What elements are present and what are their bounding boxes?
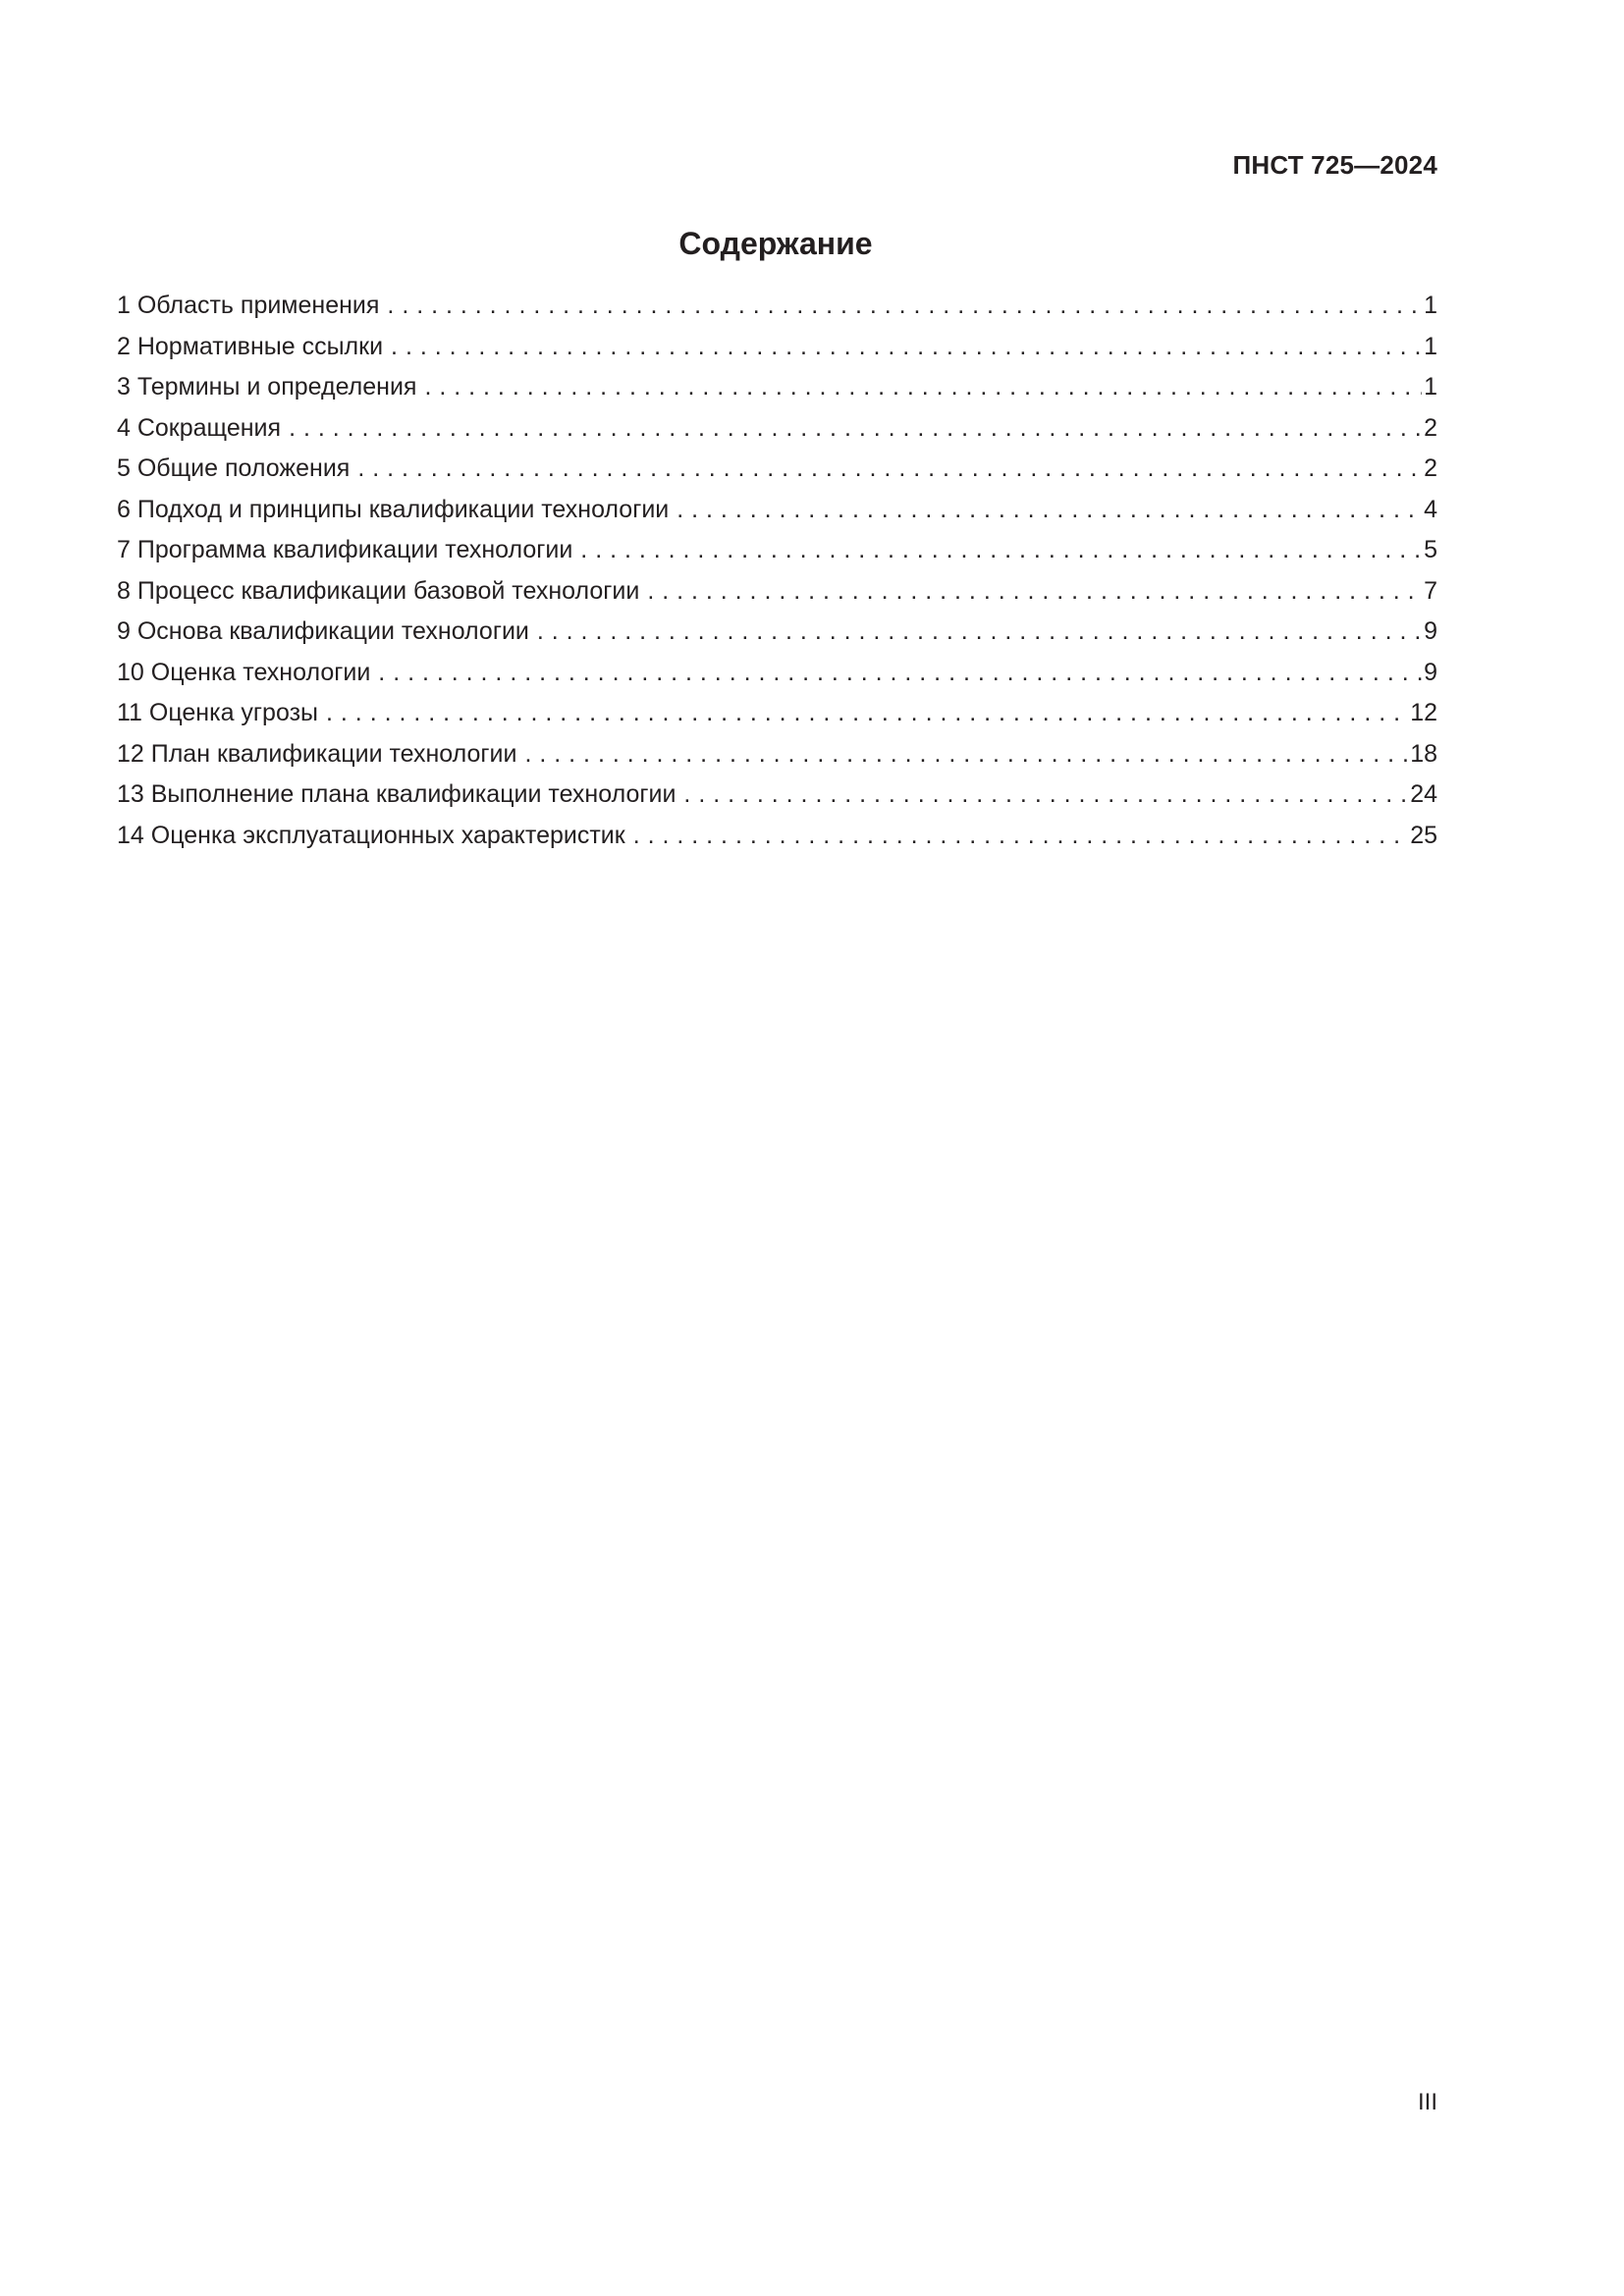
toc-item[interactable] (117, 490, 1437, 531)
toc-title: Содержание (678, 226, 873, 261)
toc-item-label: 4 Сокращения (117, 413, 282, 442)
toc-item-label: 5 Общие положения (117, 454, 351, 482)
toc-leader-dots (357, 449, 1422, 490)
toc-item-page: 24 (1410, 780, 1437, 808)
toc-leader-dots (326, 693, 1408, 734)
toc-item-label: 13 Выполнение плана квалификации технологии (117, 780, 677, 808)
toc-leader-dots (580, 530, 1422, 571)
toc-leader-dots (647, 571, 1422, 613)
toc-item[interactable] (117, 653, 1437, 694)
toc-item-page: 2 (1424, 454, 1437, 482)
toc-leader-dots (387, 286, 1422, 327)
document-code: ПНСТ 725—2024 (1232, 150, 1437, 180)
toc-item-label: 9 Основа квалификации технологии (117, 617, 529, 645)
toc-item[interactable] (117, 612, 1437, 653)
toc-item[interactable] (117, 530, 1437, 571)
toc-item-page: 12 (1410, 699, 1437, 726)
toc-item[interactable] (117, 816, 1437, 857)
toc-leader-dots (537, 612, 1422, 653)
toc-list (117, 286, 1437, 856)
toc-item-page: 2 (1424, 413, 1437, 442)
toc-item-label: 14 Оценка эксплуатационных характеристик (117, 821, 625, 849)
toc-item[interactable] (117, 286, 1437, 327)
toc-leader-dots (424, 367, 1422, 408)
toc-item-label: 10 Оценка технологии (117, 658, 371, 686)
toc-leader-dots (378, 653, 1422, 694)
toc-item-label: 11 Оценка угрозы (117, 699, 319, 726)
toc-item[interactable] (117, 693, 1437, 734)
toc-leader-dots (289, 408, 1422, 450)
toc-item-label: 2 Нормативные ссылки (117, 332, 384, 360)
toc-item[interactable] (117, 408, 1437, 450)
toc-item[interactable] (117, 327, 1437, 368)
toc-item-page: 9 (1424, 617, 1437, 645)
toc-item-page: 7 (1424, 576, 1437, 605)
toc-item-page: 25 (1410, 821, 1437, 849)
toc-item-label: 3 Термины и определения (117, 373, 417, 400)
toc-leader-dots (524, 734, 1408, 775)
toc-item[interactable] (117, 571, 1437, 613)
toc-item-page: 1 (1424, 332, 1437, 360)
toc-item[interactable] (117, 774, 1437, 816)
toc-item-label: 12 План квалификации технологии (117, 739, 517, 768)
toc-leader-dots (391, 327, 1422, 368)
toc-item-page: 1 (1424, 373, 1437, 400)
toc-item-label: 7 Программа квалификации технологии (117, 536, 573, 563)
page-number: III (1417, 2089, 1437, 2115)
toc-item-page: 1 (1424, 292, 1437, 319)
toc-item-page: 18 (1410, 739, 1437, 768)
toc-leader-dots (633, 816, 1408, 857)
toc-item[interactable] (117, 367, 1437, 408)
toc-item-page: 4 (1424, 495, 1437, 523)
toc-leader-dots (683, 774, 1408, 816)
toc-item-page: 9 (1424, 658, 1437, 686)
toc-item-label: 1 Область применения (117, 292, 380, 319)
toc-leader-dots (677, 490, 1422, 531)
toc-item-label: 8 Процесс квалификации базовой технологии (117, 576, 640, 605)
toc-item-page: 5 (1424, 536, 1437, 563)
toc-item[interactable] (117, 449, 1437, 490)
toc-item-label: 6 Подход и принципы квалификации технологии (117, 495, 670, 523)
toc-item[interactable] (117, 734, 1437, 775)
